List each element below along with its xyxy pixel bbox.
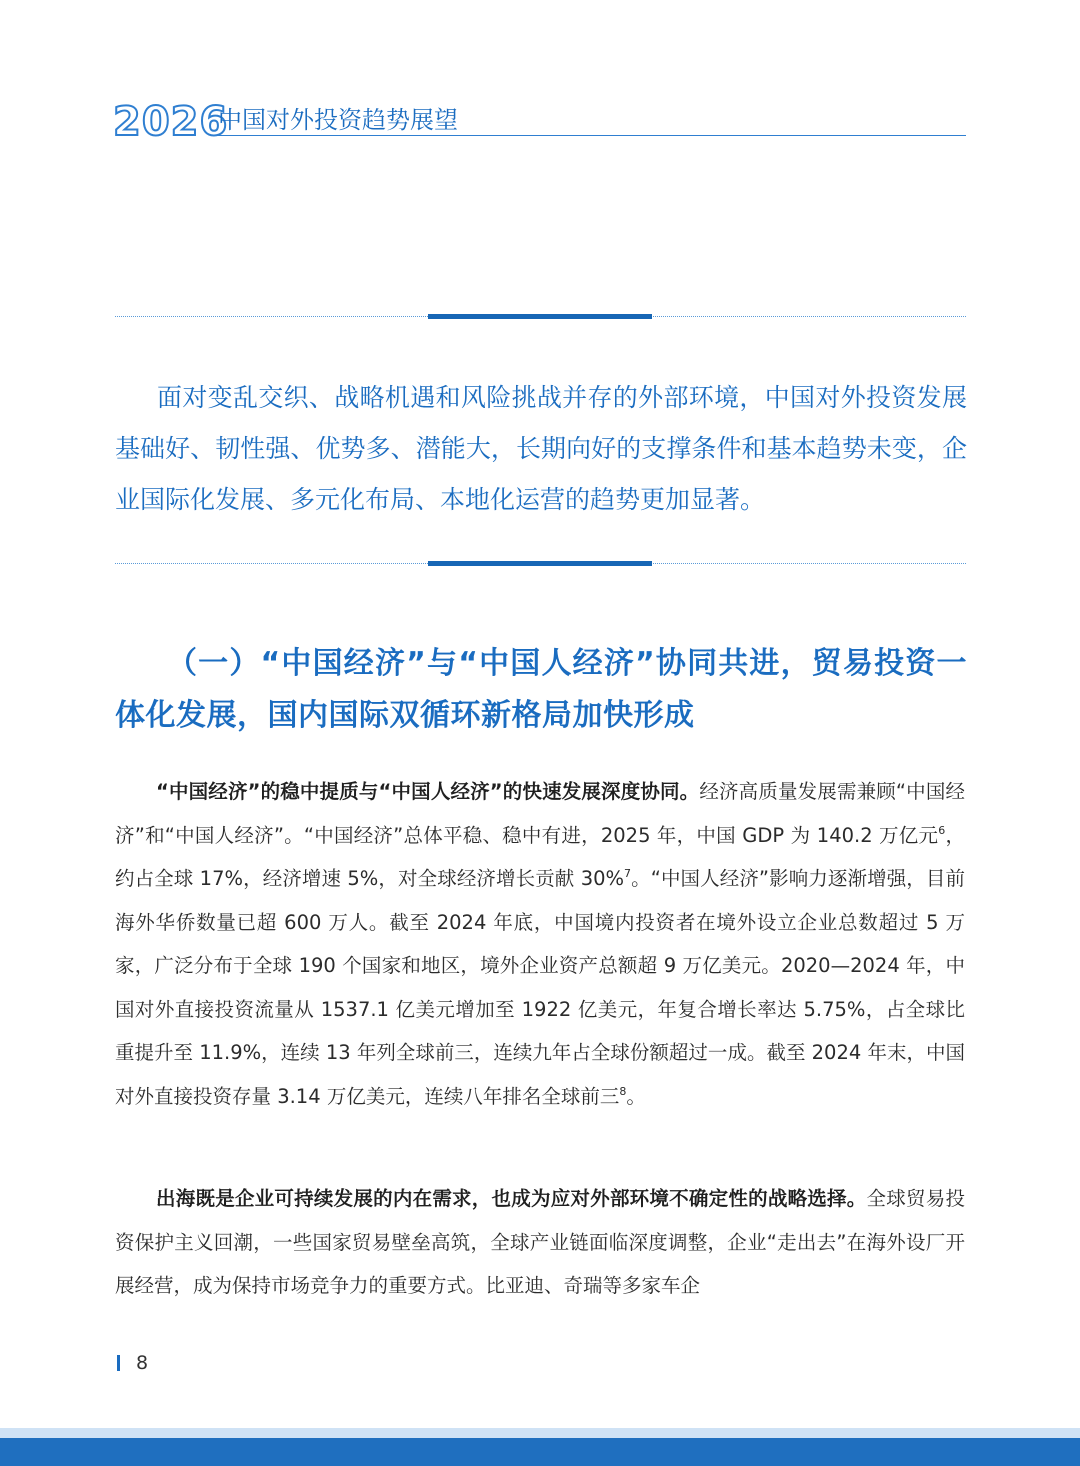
paragraph-1-lead: “中国经济”的稳中提质与“中国人经济”的快速发展深度协同。 bbox=[156, 780, 700, 803]
header-rule bbox=[218, 135, 966, 136]
header-title: 中国对外投资趋势展望 bbox=[218, 106, 458, 134]
footer-band-light bbox=[0, 1428, 1080, 1438]
footnote-ref-7[interactable]: 7 bbox=[624, 867, 632, 880]
body-paragraph-2 bbox=[115, 1177, 965, 1308]
section-heading: （一）“中国经济”与“中国人经济”协同共进，贸易投资一体化发展，国内国际双循环新格局加快形成 bbox=[115, 646, 967, 733]
header-year: 2026 bbox=[113, 99, 229, 145]
paragraph-1-text-d: 。 bbox=[626, 1084, 646, 1108]
paragraph-2-lead: 出海既是企业可持续发展的内在需求，也成为应对外部环境不确定性的战略选择。 bbox=[156, 1187, 867, 1210]
paragraph-1-text-c: 。“中国人经济”影响力逐渐增强，目前海外华侨数量已超 600 万人。截至 2024 年底，中国境内投资者在境外设立企业总数超过 5 万家，广泛分布于全球 190 个国家和地区，境外企业资产总额超 9 万亿美元。2020—2024 年，中国对外直接投资流量从 1537.1 亿美元增加至 1922 亿美元，年复合增长率达 5.75%，占全球比重提升至 11.9%，连续 13 年列全球前三，连续九年占全球份额超过一成。截至 2024 年末，中国对外直接投资存量 3.14 万亿美元，连续八年排名全球前三 bbox=[115, 867, 965, 1108]
body-paragraph-1 bbox=[115, 770, 965, 1118]
summary-bottom-bar bbox=[428, 561, 652, 566]
page-number-marker bbox=[117, 1355, 120, 1371]
summary-top-bar bbox=[428, 314, 652, 319]
footer-band bbox=[0, 1438, 1080, 1466]
paragraph-1-text-b: ，约占全球 17%，经济增速 5%，对全球经济增长贡献 30% bbox=[115, 823, 965, 890]
footnote-ref-6[interactable]: 6 bbox=[938, 823, 946, 837]
paragraph-2-text: 全球贸易投资保护主义回潮，一些国家贸易壁垒高筑，全球产业链面临深度调整，企业“走出去”在海外设厂开展经营，成为保持市场竞争力的重要方式。比亚迪、奇瑞等多家车企 bbox=[115, 1187, 965, 1297]
page-number: 8 bbox=[136, 1352, 149, 1374]
summary-text: 面对变乱交织、战略机遇和风险挑战并存的外部环境，中国对外投资发展基础好、韧性强、优势多、潜能大，长期向好的支撑条件和基本趋势未变，企业国际化发展、多元化布局、本地化运营的趋势更加显著。 bbox=[115, 383, 967, 514]
paragraph-1-text-a: 经济高质量发展需兼顾“中国经济”和“中国人经济”。“中国经济”总体平稳、稳中有进，2025 年，中国 GDP 为 140.2 万亿元 bbox=[115, 780, 965, 847]
footnote-ref-8[interactable]: 8 bbox=[619, 1084, 627, 1098]
